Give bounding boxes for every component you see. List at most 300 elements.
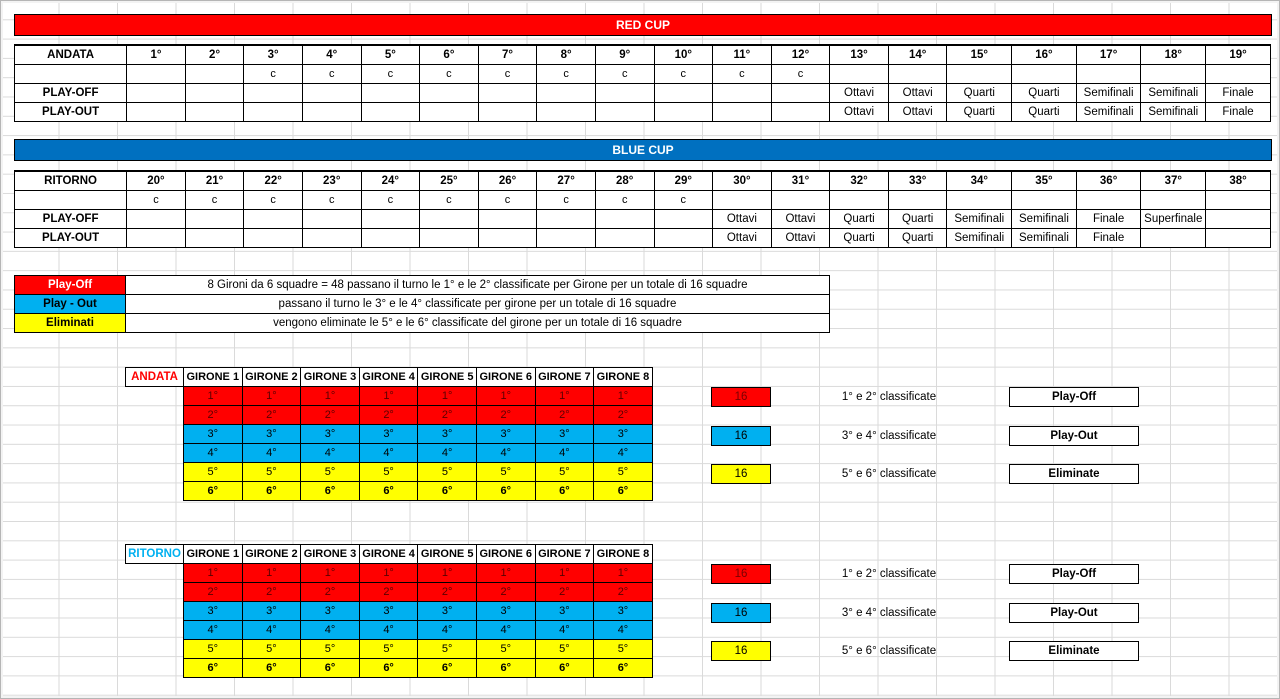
position-cell: 2° bbox=[242, 406, 301, 425]
cell bbox=[947, 65, 1012, 84]
position-cell: 6° bbox=[242, 482, 301, 501]
position-row bbox=[126, 659, 653, 678]
ritorno-gironi-table bbox=[125, 544, 653, 678]
cell: Quarti bbox=[830, 210, 889, 229]
cell bbox=[127, 229, 186, 248]
blue-cup-banner: BLUE CUP bbox=[14, 139, 1272, 161]
position-cell: 5° bbox=[359, 640, 418, 659]
cell: c bbox=[654, 191, 713, 210]
cell bbox=[1012, 65, 1077, 84]
cell: c bbox=[654, 65, 713, 84]
position-cell: 4° bbox=[476, 444, 535, 463]
cell bbox=[244, 84, 303, 103]
position-cell: 3° bbox=[594, 425, 653, 444]
position-cell: 1° bbox=[184, 564, 243, 583]
andata-gironi-table bbox=[125, 367, 653, 501]
count-box: 16 bbox=[711, 387, 771, 407]
position-cell: 4° bbox=[242, 444, 301, 463]
position-cell: 4° bbox=[476, 621, 535, 640]
cell: Quarti bbox=[888, 210, 947, 229]
count-box: 16 bbox=[711, 564, 771, 584]
cell: c bbox=[771, 65, 830, 84]
cell bbox=[1012, 191, 1077, 210]
blue-cup-schedule-table bbox=[14, 170, 1271, 248]
cell: c bbox=[537, 65, 596, 84]
cell bbox=[595, 84, 654, 103]
count-box: 16 bbox=[711, 641, 771, 661]
position-cell: 4° bbox=[301, 621, 360, 640]
cell: 9° bbox=[595, 45, 654, 65]
cell: Ottavi bbox=[888, 84, 947, 103]
position-cell: 3° bbox=[418, 425, 477, 444]
cell bbox=[127, 65, 186, 84]
playoff-row bbox=[15, 210, 1271, 229]
cell: Finale bbox=[1076, 229, 1141, 248]
cell: 11° bbox=[713, 45, 772, 65]
cell bbox=[771, 191, 830, 210]
position-cell: 1° bbox=[535, 564, 594, 583]
position-cell: 2° bbox=[418, 406, 477, 425]
cell: Ottavi bbox=[771, 210, 830, 229]
playoff-row bbox=[15, 84, 1271, 103]
legend-key: Play - Out bbox=[15, 295, 126, 314]
legend-row bbox=[15, 276, 830, 295]
cell: 1° bbox=[127, 45, 186, 65]
position-cell: 1° bbox=[184, 387, 243, 406]
cell bbox=[302, 229, 361, 248]
legend-table bbox=[14, 275, 830, 333]
girone-header: GIRONE 2 bbox=[242, 368, 301, 387]
cell bbox=[1141, 229, 1206, 248]
position-cell: 2° bbox=[535, 406, 594, 425]
position-cell: 1° bbox=[476, 564, 535, 583]
cell bbox=[771, 103, 830, 122]
legend-row bbox=[15, 295, 830, 314]
position-cell: 1° bbox=[594, 564, 653, 583]
position-cell: 4° bbox=[359, 621, 418, 640]
cell bbox=[185, 65, 244, 84]
position-cell: 3° bbox=[594, 602, 653, 621]
cell: 18° bbox=[1141, 45, 1206, 65]
cell: Quarti bbox=[1012, 103, 1077, 122]
cell bbox=[127, 84, 186, 103]
position-cell: 4° bbox=[242, 621, 301, 640]
position-cell: 5° bbox=[184, 640, 243, 659]
cell: 10° bbox=[654, 45, 713, 65]
row-label bbox=[15, 191, 127, 210]
cell bbox=[478, 229, 537, 248]
girone-header: GIRONE 7 bbox=[535, 368, 594, 387]
position-cell: 3° bbox=[418, 602, 477, 621]
cell: c bbox=[302, 65, 361, 84]
cell bbox=[654, 210, 713, 229]
position-row bbox=[126, 564, 653, 583]
cell bbox=[185, 84, 244, 103]
summary-desc: 5° e 6° classificate bbox=[841, 645, 937, 657]
position-cell: 5° bbox=[359, 463, 418, 482]
position-cell: 6° bbox=[535, 659, 594, 678]
position-cell: 6° bbox=[359, 482, 418, 501]
cell: Semifinali bbox=[947, 210, 1012, 229]
cell: c bbox=[478, 65, 537, 84]
position-row bbox=[126, 425, 653, 444]
legend-key: Play-Off bbox=[15, 276, 126, 295]
cell: 26° bbox=[478, 171, 537, 191]
cell: Quarti bbox=[947, 84, 1012, 103]
position-cell: 6° bbox=[535, 482, 594, 501]
cell: c bbox=[302, 191, 361, 210]
cell bbox=[244, 210, 303, 229]
spacer bbox=[126, 659, 184, 678]
position-cell: 1° bbox=[301, 564, 360, 583]
position-cell: 5° bbox=[535, 640, 594, 659]
cell bbox=[420, 103, 479, 122]
cell bbox=[537, 229, 596, 248]
position-cell: 6° bbox=[476, 659, 535, 678]
position-cell: 6° bbox=[594, 659, 653, 678]
position-cell: 4° bbox=[535, 444, 594, 463]
cell: c bbox=[420, 191, 479, 210]
spacer bbox=[126, 602, 184, 621]
summary-desc: 5° e 6° classificate bbox=[841, 468, 937, 480]
summary-desc: 3° e 4° classificate bbox=[841, 430, 937, 442]
gironi-header-row bbox=[126, 368, 653, 387]
girone-header: GIRONE 5 bbox=[418, 368, 477, 387]
girone-header: GIRONE 8 bbox=[594, 545, 653, 564]
cell: c bbox=[361, 191, 420, 210]
position-cell: 5° bbox=[594, 463, 653, 482]
position-cell: 1° bbox=[359, 564, 418, 583]
row-label bbox=[15, 65, 127, 84]
position-cell: 4° bbox=[184, 621, 243, 640]
cell: 31° bbox=[771, 171, 830, 191]
row-label: RITORNO bbox=[15, 171, 127, 191]
cell bbox=[595, 229, 654, 248]
cell: 3° bbox=[244, 45, 303, 65]
c-marker-row bbox=[15, 191, 1271, 210]
position-cell: 3° bbox=[242, 602, 301, 621]
cell bbox=[127, 210, 186, 229]
spacer bbox=[126, 387, 184, 406]
cell: 33° bbox=[888, 171, 947, 191]
cell bbox=[654, 84, 713, 103]
position-cell: 5° bbox=[594, 640, 653, 659]
cell bbox=[1076, 191, 1141, 210]
cell: Semifinali bbox=[1012, 229, 1077, 248]
position-cell: 1° bbox=[535, 387, 594, 406]
cell bbox=[1141, 191, 1206, 210]
cell: 15° bbox=[947, 45, 1012, 65]
red-cup-schedule-table bbox=[14, 44, 1271, 122]
cell bbox=[478, 103, 537, 122]
cell bbox=[302, 84, 361, 103]
cell: c bbox=[127, 191, 186, 210]
spacer bbox=[126, 406, 184, 425]
cell bbox=[1206, 191, 1271, 210]
position-cell: 1° bbox=[301, 387, 360, 406]
legend-text: passano il turno le 3° e le 4° classificate per girone per un totale di 16 squadre bbox=[126, 295, 830, 314]
cell bbox=[361, 229, 420, 248]
legend-key: Eliminati bbox=[15, 314, 126, 333]
position-cell: 2° bbox=[418, 583, 477, 602]
spacer bbox=[126, 425, 184, 444]
cell: Quarti bbox=[947, 103, 1012, 122]
playout-row bbox=[15, 229, 1271, 248]
position-cell: 6° bbox=[242, 659, 301, 678]
position-cell: 5° bbox=[476, 640, 535, 659]
row-label: PLAY-OFF bbox=[15, 84, 127, 103]
girone-header: GIRONE 4 bbox=[359, 545, 418, 564]
cell: 21° bbox=[185, 171, 244, 191]
cell: Finale bbox=[1206, 103, 1271, 122]
cell bbox=[361, 210, 420, 229]
cell: 22° bbox=[244, 171, 303, 191]
cell: c bbox=[185, 191, 244, 210]
position-cell: 1° bbox=[242, 564, 301, 583]
cell: c bbox=[595, 191, 654, 210]
cell: Finale bbox=[1076, 210, 1141, 229]
cell: 28° bbox=[595, 171, 654, 191]
cell bbox=[244, 103, 303, 122]
cell: c bbox=[537, 191, 596, 210]
girone-header: GIRONE 6 bbox=[476, 368, 535, 387]
cell bbox=[185, 210, 244, 229]
cell bbox=[302, 103, 361, 122]
playout-row bbox=[15, 103, 1271, 122]
cell bbox=[713, 191, 772, 210]
position-cell: 6° bbox=[594, 482, 653, 501]
cell bbox=[537, 103, 596, 122]
spacer bbox=[126, 621, 184, 640]
cell bbox=[420, 84, 479, 103]
cell: c bbox=[595, 65, 654, 84]
position-cell: 5° bbox=[535, 463, 594, 482]
count-box: 16 bbox=[711, 464, 771, 484]
position-cell: 1° bbox=[594, 387, 653, 406]
cell bbox=[244, 229, 303, 248]
cell: Semifinali bbox=[1141, 84, 1206, 103]
position-cell: 5° bbox=[476, 463, 535, 482]
position-cell: 4° bbox=[359, 444, 418, 463]
cell bbox=[185, 229, 244, 248]
girone-header: GIRONE 6 bbox=[476, 545, 535, 564]
position-row bbox=[126, 602, 653, 621]
position-cell: 4° bbox=[418, 444, 477, 463]
cell: Ottavi bbox=[713, 229, 772, 248]
cell: Semifinali bbox=[947, 229, 1012, 248]
cell bbox=[478, 84, 537, 103]
position-cell: 5° bbox=[242, 463, 301, 482]
result-box: Play-Out bbox=[1009, 426, 1139, 446]
cell bbox=[713, 84, 772, 103]
summary-desc: 1° e 2° classificate bbox=[841, 391, 937, 403]
c-marker-row bbox=[15, 65, 1271, 84]
cell: 20° bbox=[127, 171, 186, 191]
position-cell: 2° bbox=[594, 583, 653, 602]
cell bbox=[595, 103, 654, 122]
position-cell: 5° bbox=[418, 640, 477, 659]
cell bbox=[1141, 65, 1206, 84]
legend-text: 8 Gironi da 6 squadre = 48 passano il turno le 1° e le 2° classificate per Girone per un totale di 16 squadre bbox=[126, 276, 830, 295]
cell bbox=[1206, 210, 1271, 229]
position-cell: 1° bbox=[418, 387, 477, 406]
position-cell: 2° bbox=[535, 583, 594, 602]
position-cell: 2° bbox=[359, 406, 418, 425]
position-cell: 2° bbox=[301, 406, 360, 425]
position-row bbox=[126, 406, 653, 425]
cell: 38° bbox=[1206, 171, 1271, 191]
position-cell: 1° bbox=[242, 387, 301, 406]
position-cell: 6° bbox=[301, 482, 360, 501]
position-cell: 2° bbox=[476, 406, 535, 425]
position-cell: 6° bbox=[184, 659, 243, 678]
cell: 35° bbox=[1012, 171, 1077, 191]
cell bbox=[537, 84, 596, 103]
position-cell: 2° bbox=[594, 406, 653, 425]
cell bbox=[830, 65, 889, 84]
cell: 8° bbox=[537, 45, 596, 65]
position-cell: 5° bbox=[242, 640, 301, 659]
position-cell: 1° bbox=[359, 387, 418, 406]
position-cell: 2° bbox=[184, 583, 243, 602]
position-cell: 3° bbox=[242, 425, 301, 444]
cell: 19° bbox=[1206, 45, 1271, 65]
cell bbox=[478, 210, 537, 229]
girone-header: GIRONE 7 bbox=[535, 545, 594, 564]
cell bbox=[595, 210, 654, 229]
spacer bbox=[126, 583, 184, 602]
cell: 12° bbox=[771, 45, 830, 65]
cell bbox=[185, 103, 244, 122]
cell: 5° bbox=[361, 45, 420, 65]
position-cell: 6° bbox=[301, 659, 360, 678]
position-cell: 4° bbox=[594, 444, 653, 463]
girone-header: GIRONE 1 bbox=[184, 545, 243, 564]
summary-desc: 3° e 4° classificate bbox=[841, 607, 937, 619]
position-cell: 4° bbox=[418, 621, 477, 640]
cell bbox=[947, 191, 1012, 210]
position-cell: 4° bbox=[594, 621, 653, 640]
cell: c bbox=[244, 191, 303, 210]
position-row bbox=[126, 640, 653, 659]
cell: 13° bbox=[830, 45, 889, 65]
cell bbox=[537, 210, 596, 229]
position-cell: 3° bbox=[476, 602, 535, 621]
row-label: PLAY-OUT bbox=[15, 103, 127, 122]
position-cell: 4° bbox=[301, 444, 360, 463]
cell bbox=[361, 84, 420, 103]
position-cell: 3° bbox=[359, 425, 418, 444]
spacer bbox=[126, 564, 184, 583]
result-box: Play-Out bbox=[1009, 603, 1139, 623]
position-row bbox=[126, 482, 653, 501]
position-cell: 1° bbox=[418, 564, 477, 583]
cell: Quarti bbox=[830, 229, 889, 248]
cell: 7° bbox=[478, 45, 537, 65]
cell bbox=[830, 191, 889, 210]
cell bbox=[420, 229, 479, 248]
cell: 30° bbox=[713, 171, 772, 191]
position-cell: 3° bbox=[359, 602, 418, 621]
cell: 6° bbox=[420, 45, 479, 65]
cell: Ottavi bbox=[713, 210, 772, 229]
row-label: PLAY-OFF bbox=[15, 210, 127, 229]
position-cell: 6° bbox=[359, 659, 418, 678]
result-box: Eliminate bbox=[1009, 641, 1139, 661]
cell: Semifinali bbox=[1012, 210, 1077, 229]
girone-header: GIRONE 3 bbox=[301, 545, 360, 564]
cell: Ottavi bbox=[888, 103, 947, 122]
cell bbox=[654, 103, 713, 122]
summary-desc: 1° e 2° classificate bbox=[841, 568, 937, 580]
cell bbox=[888, 65, 947, 84]
legend-text: vengono eliminate le 5° e le 6° classificate del girone per un totale di 16 squadre bbox=[126, 314, 830, 333]
cell bbox=[1206, 65, 1271, 84]
cell: 32° bbox=[830, 171, 889, 191]
position-cell: 5° bbox=[184, 463, 243, 482]
cell: Quarti bbox=[888, 229, 947, 248]
cell: c bbox=[244, 65, 303, 84]
girone-header: GIRONE 8 bbox=[594, 368, 653, 387]
position-cell: 2° bbox=[301, 583, 360, 602]
position-cell: 5° bbox=[301, 463, 360, 482]
position-cell: 6° bbox=[418, 482, 477, 501]
row-label: PLAY-OUT bbox=[15, 229, 127, 248]
position-row bbox=[126, 444, 653, 463]
cell bbox=[127, 103, 186, 122]
position-cell: 3° bbox=[301, 602, 360, 621]
spacer bbox=[126, 640, 184, 659]
position-cell: 5° bbox=[301, 640, 360, 659]
count-box: 16 bbox=[711, 603, 771, 623]
cell bbox=[654, 229, 713, 248]
position-row bbox=[126, 583, 653, 602]
result-box: Eliminate bbox=[1009, 464, 1139, 484]
cell: Semifinali bbox=[1076, 84, 1141, 103]
girone-header: GIRONE 5 bbox=[418, 545, 477, 564]
cell bbox=[771, 84, 830, 103]
cell: 23° bbox=[302, 171, 361, 191]
cell bbox=[888, 191, 947, 210]
result-box: Play-Off bbox=[1009, 387, 1139, 407]
position-cell: 5° bbox=[418, 463, 477, 482]
cell: 29° bbox=[654, 171, 713, 191]
cell: 2° bbox=[185, 45, 244, 65]
position-cell: 2° bbox=[242, 583, 301, 602]
girone-header: GIRONE 3 bbox=[301, 368, 360, 387]
position-cell: 4° bbox=[184, 444, 243, 463]
position-cell: 6° bbox=[184, 482, 243, 501]
cell: c bbox=[420, 65, 479, 84]
position-cell: 3° bbox=[184, 425, 243, 444]
cell: Finale bbox=[1206, 84, 1271, 103]
cell: 14° bbox=[888, 45, 947, 65]
block-title: ANDATA bbox=[126, 368, 184, 387]
position-cell: 3° bbox=[535, 425, 594, 444]
girone-header: GIRONE 4 bbox=[359, 368, 418, 387]
position-cell: 3° bbox=[184, 602, 243, 621]
cell bbox=[302, 210, 361, 229]
round-header-row bbox=[15, 45, 1271, 65]
cell: 16° bbox=[1012, 45, 1077, 65]
spacer bbox=[126, 463, 184, 482]
girone-header: GIRONE 2 bbox=[242, 545, 301, 564]
position-cell: 2° bbox=[359, 583, 418, 602]
cell: 25° bbox=[420, 171, 479, 191]
cell: 34° bbox=[947, 171, 1012, 191]
red-cup-banner: RED CUP bbox=[14, 14, 1272, 36]
cell bbox=[361, 103, 420, 122]
